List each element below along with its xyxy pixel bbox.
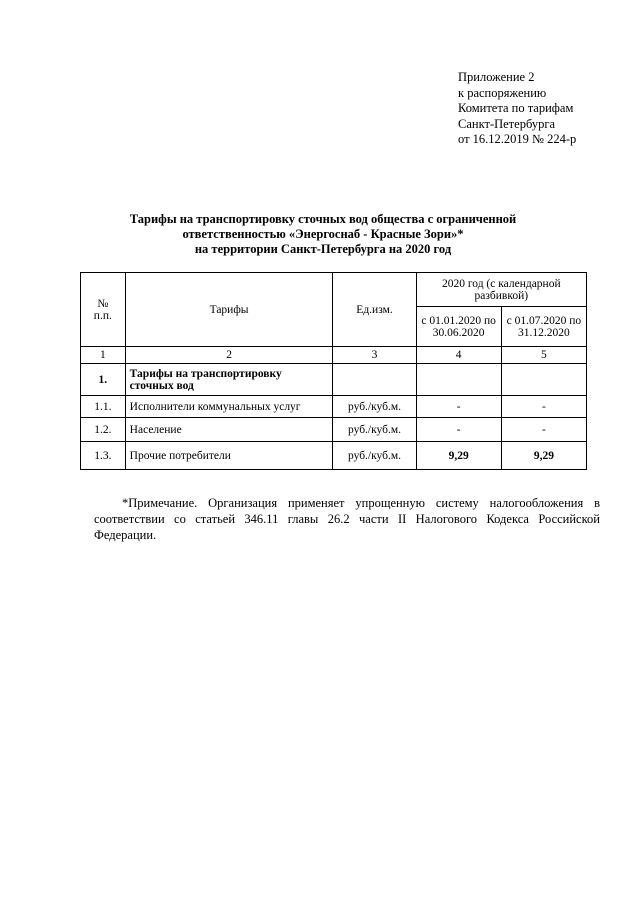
title-line-2: ответственностью «Энергоснаб - Красные Зори»* <box>182 227 464 241</box>
empty-cell <box>501 364 586 396</box>
row-name: Прочие потребители <box>125 442 333 470</box>
title-line-3: на территории Санкт-Петербурга на 2020 год <box>194 242 452 256</box>
row-num: 1.3. <box>81 442 126 470</box>
row-unit: руб./куб.м. <box>333 442 416 470</box>
col-number: 1 <box>81 347 126 364</box>
title-line-1: Тарифы на транспортировку сточных вод общества с ограниченной <box>129 212 517 226</box>
header-unit: Ед.изм. <box>333 273 416 347</box>
document-title <box>80 212 566 257</box>
row-num: 1.1. <box>81 396 126 418</box>
row-value-p2: 9,29 <box>501 442 586 470</box>
header-tariffs: Тарифы <box>125 273 333 347</box>
footnote-text: *Примечание. Организация применяет упрощенную систему налогообложения в соответствии со статьей 346.11 главы 26.2 части II Налогового Кодекса Российской Федерации. <box>94 496 600 542</box>
appendix-line: Комитета по тарифам <box>458 101 574 115</box>
row-unit: руб./куб.м. <box>333 396 416 418</box>
appendix-line: Санкт-Петербурга <box>458 116 556 131</box>
appendix-line: Приложение 2 <box>458 70 535 84</box>
table-row <box>81 418 587 442</box>
row-num: 1.2. <box>81 418 126 442</box>
table-row <box>81 442 587 470</box>
header-year-group: 2020 год (с календарной разбивкой) <box>416 273 586 307</box>
empty-cell <box>333 364 416 396</box>
tariffs-table <box>80 272 587 470</box>
row-value-p2: - <box>501 418 586 442</box>
appendix-line: от 16.12.2019 № 224-р <box>458 132 577 146</box>
row-name: Исполнители коммунальных услуг <box>125 396 333 418</box>
row-value-p1: - <box>416 396 501 418</box>
col-number: 3 <box>333 347 416 364</box>
row-unit: руб./куб.м. <box>333 418 416 442</box>
row-name: Население <box>125 418 333 442</box>
empty-cell <box>416 364 501 396</box>
section-label: Тарифы на транспортировку сточных вод <box>125 364 333 396</box>
appendix-block <box>458 70 628 148</box>
footnote <box>94 495 600 543</box>
row-value-p2: - <box>501 396 586 418</box>
col-number: 2 <box>125 347 333 364</box>
section-num: 1. <box>81 364 126 396</box>
row-value-p1: 9,29 <box>416 442 501 470</box>
col-number: 5 <box>501 347 586 364</box>
header-num: № п.п. <box>81 273 126 347</box>
appendix-line: к распоряжению <box>458 85 547 100</box>
header-period-2: с 01.07.2020 по 31.12.2020 <box>501 307 586 347</box>
table-row <box>81 396 587 418</box>
header-period-1: с 01.01.2020 по 30.06.2020 <box>416 307 501 347</box>
row-value-p1: - <box>416 418 501 442</box>
col-number: 4 <box>416 347 501 364</box>
